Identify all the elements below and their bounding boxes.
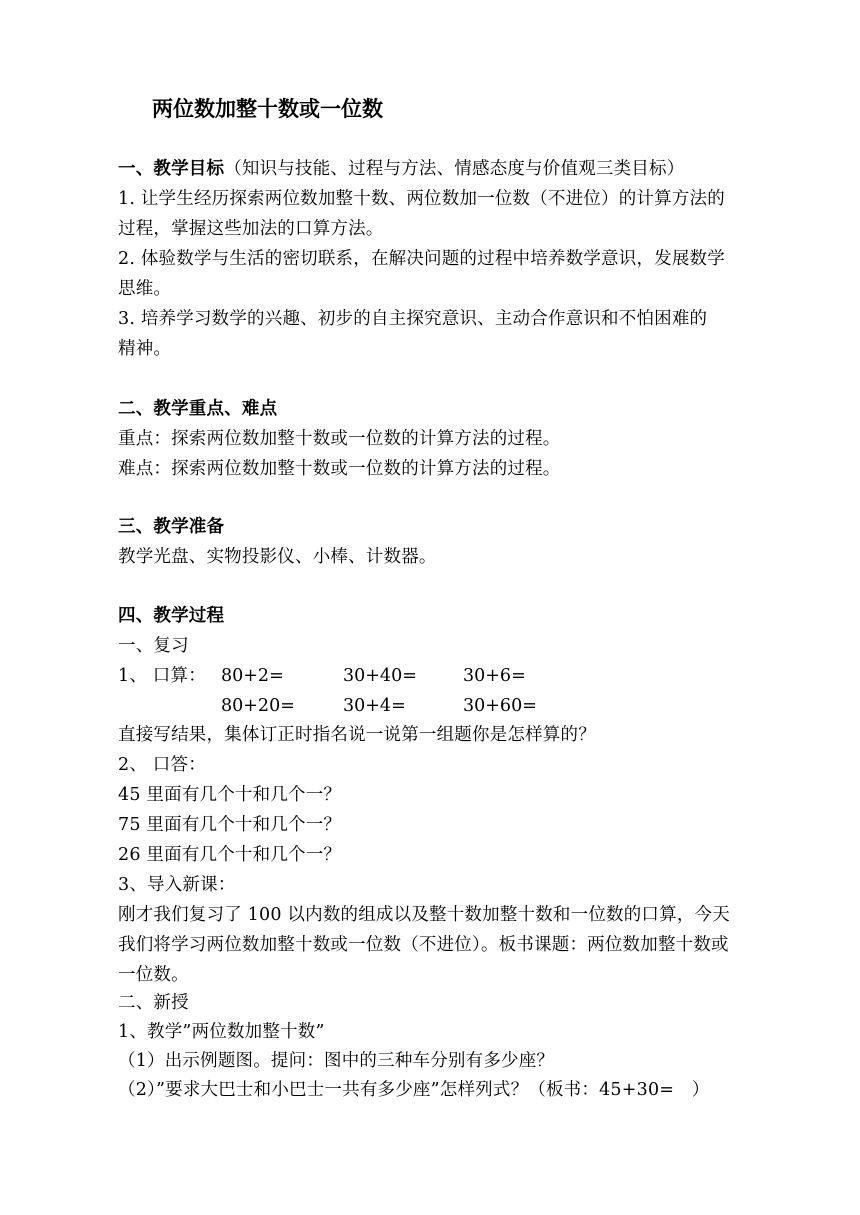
difficult-point: 难点：探索两位数加整十数或一位数的计算方法的过程。	[118, 459, 561, 479]
step-2: （2）”要求大巴士和小巴士一共有多少座”怎样列式？（板书：45+30= ）	[118, 1080, 710, 1100]
section-2-heading: 二、教学重点、难点	[118, 399, 278, 419]
direct-answer-instruction: 直接写结果，集体订正时指名说一说第一组题你是怎样算的？	[118, 725, 596, 745]
review-heading: 一、复习	[118, 636, 189, 656]
calc-item: 30+60=	[463, 696, 537, 716]
section-1-heading-line	[118, 154, 798, 184]
section-1-heading-note: （知识与技能、过程与方法、情感态度与价值观三类目标）	[224, 159, 685, 179]
goal-2-line-2: 思维。	[118, 279, 172, 299]
section-4-heading: 四、教学过程	[118, 606, 225, 626]
document-title: 两位数加整十数或一位数	[152, 96, 383, 121]
oral-answer-label: 2、 口答：	[118, 755, 206, 775]
calc-item: 30+40=	[343, 666, 417, 686]
goal-1-line-1: 1. 让学生经历探索两位数加整十数、两位数加一位数（不进位）的计算方法的	[118, 189, 725, 209]
goal-3-line-2: 精神。	[118, 339, 172, 359]
section-1-heading: 一、教学目标	[118, 159, 225, 179]
intro-line-1: 刚才我们复习了 100 以内数的组成以及整十数加整十数和一位数的口算，今天	[118, 905, 730, 925]
preparation-text: 教学光盘、实物投影仪、小棒、计数器。	[118, 547, 437, 567]
calc-item: 80+20=	[221, 696, 295, 716]
goal-2-line-1: 2. 体验数学与生活的密切联系，在解决问题的过程中培养数学意识，发展数学	[118, 249, 725, 269]
calc-item: 30+4=	[343, 696, 406, 716]
question-3: 26 里面有几个十和几个一？	[118, 845, 342, 865]
calc-item: 30+6=	[463, 666, 526, 686]
section-3-heading: 三、教学准备	[118, 517, 225, 537]
question-1: 45 里面有几个十和几个一？	[118, 785, 342, 805]
intro-heading: 3、导入新课：	[118, 875, 236, 895]
calc-item: 80+2=	[221, 666, 284, 686]
question-2: 75 里面有几个十和几个一？	[118, 815, 342, 835]
intro-line-3: 一位数。	[118, 965, 189, 985]
key-point: 重点：探索两位数加整十数或一位数的计算方法的过程。	[118, 429, 561, 449]
goal-3-line-1: 3. 培养学习数学的兴趣、初步的自主探究意识、主动合作意识和不怕困难的	[118, 309, 708, 329]
oral-calc-label: 1、 口算：	[118, 666, 206, 686]
goal-1-line-2: 过程，掌握这些加法的口算方法。	[118, 219, 384, 239]
intro-line-2: 我们将学习两位数加整十数或一位数（不进位）。板书课题：两位数加整十数或	[118, 935, 729, 955]
new-lesson-heading: 二、新授	[118, 993, 189, 1013]
teach-1-heading: 1、教学”两位数加整十数”	[118, 1022, 325, 1042]
step-1: （1）出示例题图。提问：图中的三种车分别有多少座？	[118, 1051, 555, 1071]
